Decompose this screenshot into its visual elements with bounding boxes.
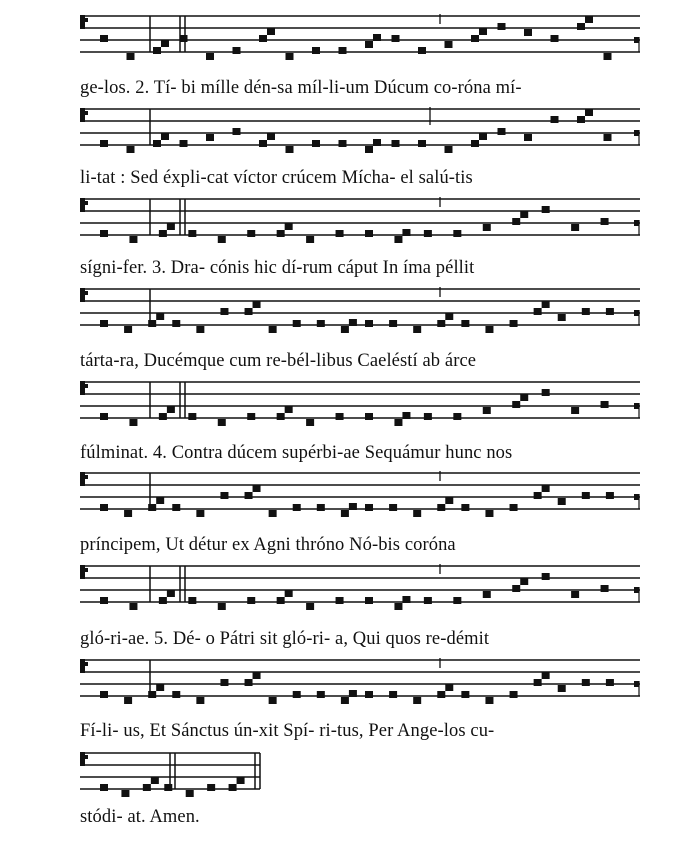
neume-note [293, 691, 301, 698]
custos-icon [634, 130, 639, 136]
neume-note [558, 314, 566, 321]
neume-note [129, 603, 137, 610]
neume-note [479, 133, 487, 140]
neume-note [286, 146, 294, 153]
neume-note [237, 777, 245, 784]
neume-note [167, 223, 175, 230]
neume-note [186, 790, 194, 797]
lyric-line-6: príncipem, Ut détur ex Agni thróno Nó-bis coróna [80, 535, 456, 555]
staff-3 [0, 193, 676, 253]
neume-note [124, 510, 132, 517]
neume-note [437, 691, 445, 698]
clef-icon [84, 111, 88, 115]
neume-note [542, 672, 550, 679]
neume-note [172, 504, 180, 511]
neume-note [365, 146, 373, 153]
neume-note [445, 497, 453, 504]
neume-note [551, 116, 559, 123]
neume-note [218, 236, 226, 243]
neume-note [424, 597, 432, 604]
neume-note [445, 684, 453, 691]
neume-note [269, 697, 277, 704]
neume-note [159, 413, 167, 420]
neume-note [394, 603, 402, 610]
neume-note [233, 128, 241, 135]
neume-note [180, 35, 188, 42]
neume-note [520, 394, 528, 401]
clef-icon [84, 18, 88, 22]
neume-note [365, 504, 373, 511]
lyric-line-4: tárta-ra, Ducémque cum re-bél-libus Caeléstí ab árce [80, 351, 477, 371]
staff-9 [0, 747, 676, 807]
neume-note [153, 140, 161, 147]
neume-note [349, 503, 357, 510]
lyric-line-3: sígni-fer. 3. Dra- cónis hic dí-rum cáput In íma péllit [80, 258, 475, 278]
neume-note [571, 591, 579, 598]
custos-icon [634, 37, 639, 43]
lyric-line-5: fúlminat. 4. Contra dúcem supérbi-ae Sequámur hunc nos [80, 443, 513, 463]
neume-note [285, 406, 293, 413]
neume-note [312, 47, 320, 54]
neume-note [159, 597, 167, 604]
neume-note [267, 133, 275, 140]
neume-note [485, 326, 493, 333]
neume-note [606, 492, 614, 499]
neume-note [365, 413, 373, 420]
lyric-line-1: ge-los. 2. Tí- bi mílle dén-sa míl-li-um Dúcum co-róna mí- [80, 78, 522, 98]
neume-note [341, 326, 349, 333]
neume-note [164, 784, 172, 791]
neume-note [124, 697, 132, 704]
neume-note [317, 504, 325, 511]
neume-note [220, 492, 228, 499]
neume-note [365, 230, 373, 237]
neume-note [389, 320, 397, 327]
neume-note [259, 140, 267, 147]
neume-note [601, 401, 609, 408]
neume-note [156, 313, 164, 320]
neume-note [392, 35, 400, 42]
neume-note [498, 128, 506, 135]
staff-2 [0, 103, 676, 163]
neume-note [349, 690, 357, 697]
neume-note [277, 230, 285, 237]
neume-note [336, 413, 344, 420]
custos-icon [634, 310, 639, 316]
neume-note [424, 413, 432, 420]
neume-note [286, 53, 294, 60]
custos-icon [634, 220, 639, 226]
custos-icon [634, 587, 639, 593]
neume-note [188, 230, 196, 237]
neume-note [510, 504, 518, 511]
lyric-line-8: Fí-li- us, Et Sánctus ún-xit Spí- ri-tus, Per Ange-los cu- [80, 721, 495, 741]
neume-note [483, 224, 491, 231]
neume-note [373, 139, 381, 146]
neume-note [394, 236, 402, 243]
neume-note [336, 597, 344, 604]
neume-note [218, 603, 226, 610]
neume-note [277, 413, 285, 420]
neume-note [148, 504, 156, 511]
neume-note [558, 498, 566, 505]
neume-note [143, 784, 151, 791]
neume-note [534, 308, 542, 315]
neume-note [180, 140, 188, 147]
neume-note [317, 691, 325, 698]
neume-note [127, 53, 135, 60]
neume-note [606, 308, 614, 315]
neume-note [534, 679, 542, 686]
neume-note [267, 28, 275, 35]
neume-note [100, 504, 108, 511]
neume-note [247, 597, 255, 604]
neume-note [402, 596, 410, 603]
neume-note [582, 679, 590, 686]
neume-note [100, 691, 108, 698]
neume-note [542, 389, 550, 396]
neume-note [127, 146, 135, 153]
neume-note [394, 419, 402, 426]
neume-note [365, 597, 373, 604]
clef-icon [84, 755, 88, 759]
neume-note [585, 109, 593, 116]
neume-note [100, 320, 108, 327]
neume-note [510, 320, 518, 327]
neume-note [172, 320, 180, 327]
neume-note [445, 146, 453, 153]
neume-note [510, 691, 518, 698]
neume-note [424, 230, 432, 237]
neume-note [196, 510, 204, 517]
neume-note [161, 40, 169, 47]
clef-icon [84, 568, 88, 572]
neume-note [100, 230, 108, 237]
neume-note [247, 230, 255, 237]
neume-note [188, 413, 196, 420]
neume-note [601, 218, 609, 225]
neume-note [571, 407, 579, 414]
neume-note [413, 510, 421, 517]
neume-note [606, 679, 614, 686]
neume-note [485, 697, 493, 704]
neume-note [317, 320, 325, 327]
neume-note [485, 510, 493, 517]
staff-8 [0, 654, 676, 714]
clef-icon [84, 201, 88, 205]
neume-note [402, 412, 410, 419]
neume-note [253, 301, 261, 308]
neume-note [413, 697, 421, 704]
neume-note [206, 53, 214, 60]
neume-note [153, 47, 161, 54]
neume-note [148, 320, 156, 327]
neume-note [373, 34, 381, 41]
neume-note [445, 313, 453, 320]
neume-note [148, 691, 156, 698]
custos-icon [634, 681, 639, 687]
neume-note [100, 784, 108, 791]
neume-note [196, 326, 204, 333]
neume-note [247, 413, 255, 420]
neume-note [453, 597, 461, 604]
neume-note [156, 497, 164, 504]
neume-note [418, 140, 426, 147]
neume-note [551, 35, 559, 42]
neume-note [542, 485, 550, 492]
neume-note [156, 684, 164, 691]
neume-note [253, 672, 261, 679]
neume-note [471, 140, 479, 147]
neume-note [159, 230, 167, 237]
neume-note [582, 492, 590, 499]
neume-note [445, 41, 453, 48]
neume-note [220, 679, 228, 686]
staff-6 [0, 467, 676, 527]
neume-note [285, 223, 293, 230]
staff-1 [0, 10, 676, 70]
neume-note [218, 419, 226, 426]
neume-note [585, 16, 593, 23]
neume-note [542, 573, 550, 580]
neume-note [341, 510, 349, 517]
neume-note [558, 685, 566, 692]
neume-note [220, 308, 228, 315]
neume-note [312, 140, 320, 147]
lyric-line-9: stódi- at. Amen. [80, 807, 200, 827]
neume-note [306, 419, 314, 426]
neume-note [534, 492, 542, 499]
neume-note [161, 133, 169, 140]
neume-note [389, 504, 397, 511]
neume-note [245, 308, 253, 315]
neume-note [188, 597, 196, 604]
neume-note [512, 218, 520, 225]
clef-icon [84, 291, 88, 295]
clef-icon [84, 662, 88, 666]
neume-note [389, 691, 397, 698]
neume-note [604, 53, 612, 60]
neume-note [121, 790, 129, 797]
custos-icon [634, 494, 639, 500]
neume-note [461, 504, 469, 511]
neume-note [453, 230, 461, 237]
neume-note [339, 140, 347, 147]
neume-note [285, 590, 293, 597]
neume-note [577, 23, 585, 30]
neume-note [151, 777, 159, 784]
neume-note [269, 510, 277, 517]
neume-note [520, 578, 528, 585]
lyric-line-7: gló-ri-ae. 5. Dé- o Pátri sit gló-ri- a, Qui quos re-démit [80, 629, 490, 649]
neume-note [100, 413, 108, 420]
neume-note [437, 320, 445, 327]
neume-note [100, 140, 108, 147]
neume-note [124, 326, 132, 333]
neume-note [100, 597, 108, 604]
neume-note [245, 679, 253, 686]
neume-note [582, 308, 590, 315]
neume-note [129, 419, 137, 426]
staff-5 [0, 376, 676, 436]
neume-note [461, 320, 469, 327]
neume-note [349, 319, 357, 326]
neume-note [479, 28, 487, 35]
neume-note [520, 211, 528, 218]
lyric-line-2: li-tat : Sed éxpli-cat víctor crúcem Mícha- el salú-tis [80, 168, 473, 188]
clef-icon [84, 384, 88, 388]
neume-note [483, 407, 491, 414]
neume-note [365, 320, 373, 327]
neume-note [100, 35, 108, 42]
neume-note [571, 224, 579, 231]
neume-note [392, 140, 400, 147]
neume-note [365, 41, 373, 48]
neume-note [339, 47, 347, 54]
neume-note [341, 697, 349, 704]
staff-7 [0, 560, 676, 620]
neume-note [336, 230, 344, 237]
neume-note [437, 504, 445, 511]
neume-note [293, 504, 301, 511]
neume-note [207, 784, 215, 791]
neume-note [172, 691, 180, 698]
custos-icon [634, 403, 639, 409]
neume-note [601, 585, 609, 592]
neume-note [461, 691, 469, 698]
neume-note [512, 401, 520, 408]
neume-note [418, 47, 426, 54]
staff-4 [0, 283, 676, 343]
neume-note [512, 585, 520, 592]
neume-note [253, 485, 261, 492]
neume-note [498, 23, 506, 30]
neume-note [306, 236, 314, 243]
neume-note [206, 134, 214, 141]
neume-note [245, 492, 253, 499]
neume-note [293, 320, 301, 327]
neume-note [577, 116, 585, 123]
neume-note [365, 691, 373, 698]
neume-note [524, 134, 532, 141]
neume-note [306, 603, 314, 610]
neume-note [167, 406, 175, 413]
neume-note [483, 591, 491, 598]
neume-note [542, 301, 550, 308]
neume-note [129, 236, 137, 243]
neume-note [542, 206, 550, 213]
neume-note [229, 784, 237, 791]
neume-note [453, 413, 461, 420]
neume-note [604, 134, 612, 141]
neume-note [413, 326, 421, 333]
neume-note [167, 590, 175, 597]
neume-note [524, 29, 532, 36]
neume-note [471, 35, 479, 42]
neume-note [196, 697, 204, 704]
neume-note [259, 35, 267, 42]
neume-note [233, 47, 241, 54]
clef-icon [84, 475, 88, 479]
neume-note [402, 229, 410, 236]
neume-note [277, 597, 285, 604]
neume-note [269, 326, 277, 333]
